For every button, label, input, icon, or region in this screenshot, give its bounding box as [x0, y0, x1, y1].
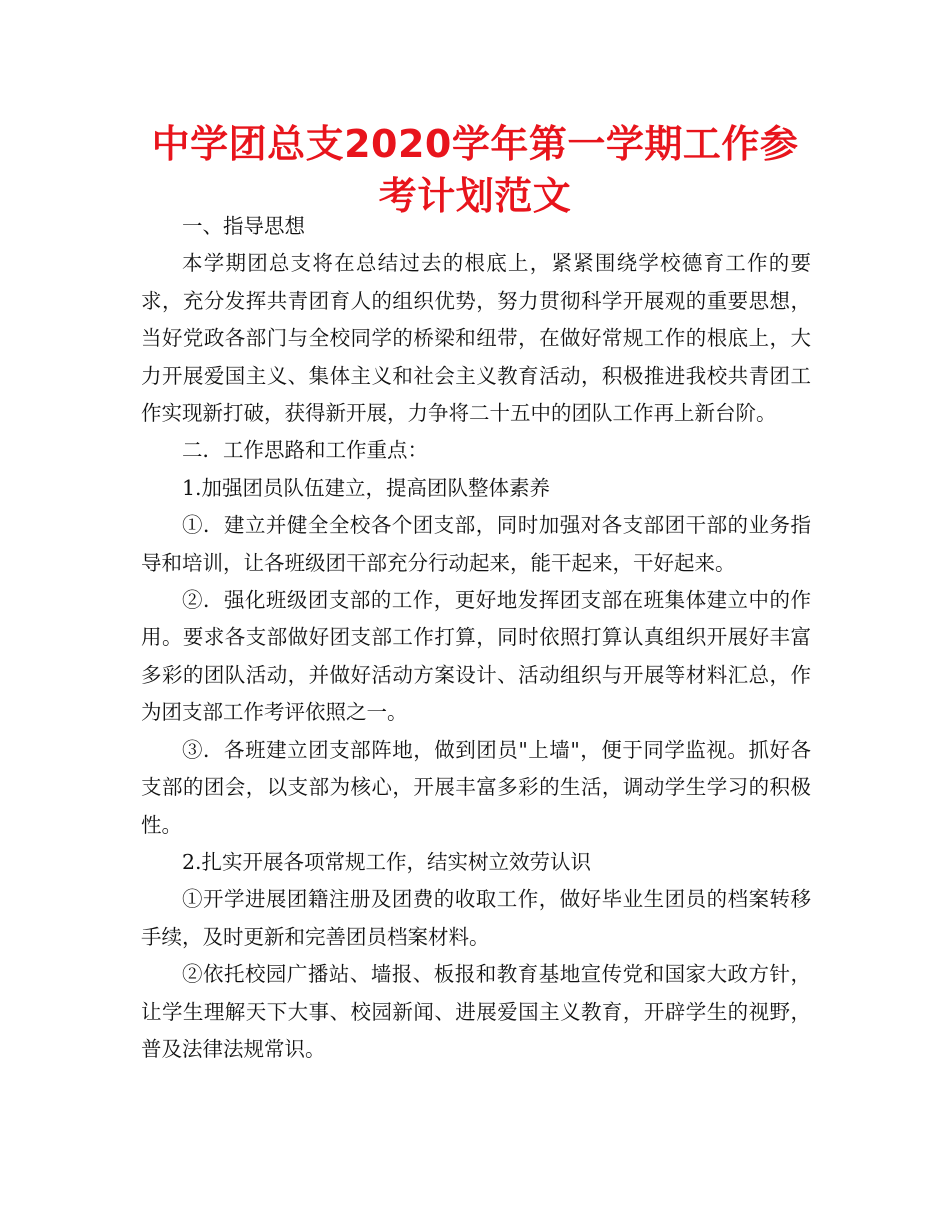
paragraph-intro: 本学期团总支将在总结过去的根底上，紧紧围绕学校德育工作的要求，充分发挥共青团育人的组织优势，努力贯彻科学开展观的重要思想，当好党政各部门与全校同学的桥梁和纽带，在做好常规工作的根底上，大力开展爱国主义、集体主义和社会主义教育活动，积极推进我校共青团工作实现新打破，获得新开展，力争将二十五中的团队工作再上新台阶。 — [141, 251, 811, 426]
subheading-2: 2.扎实开展各项常规工作，结实树立效劳认识 — [182, 849, 592, 874]
paragraph-item-1-2: ②．强化班级团支部的工作，更好地发挥团支部在班集体建立中的作用。要求各支部做好团支部工作打算，同时依照打算认真组织开展好丰富多彩的团队活动，并做好活动方案设计、活动组织与开展等材料汇总，作为团支部工作考评依照之一。 — [141, 588, 811, 725]
subheading-1: 1.加强团员队伍建立，提高团队整体素养 — [182, 475, 551, 500]
paragraph-item-1-3: ③．各班建立团支部阵地，做到团员"上墙"，便于同学监视。抓好各支部的团会，以支部为核心，开展丰富多彩的生活，调动学生学习的积极性。 — [141, 737, 811, 837]
section-heading-work-ideas: 二．工作思路和工作重点： — [182, 438, 428, 463]
paragraph-item-2-1: ①开学进展团籍注册及团费的收取工作，做好毕业生团员的档案转移手续，及时更新和完善团员档案材料。 — [141, 887, 811, 949]
paragraph-item-2-2: ②依托校园广播站、墙报、板报和教育基地宣传党和国家大政方针，让学生理解天下大事、校园新闻、进展爱国主义教育，开辟学生的视野，普及法律法规常识。 — [141, 962, 811, 1061]
paragraph-item-1-1: ①．建立并健全全校各个团支部，同时加强对各支部团干部的业务指导和培训，让各班级团干部充分行动起来，能干起来，干好起来。 — [141, 513, 811, 575]
section-heading-guiding-thought: 一、指导思想 — [182, 214, 305, 238]
document-body — [141, 208, 811, 1068]
document-title: 中学团总支2020学年第一学期工作参考计划范文 — [151, 122, 799, 218]
